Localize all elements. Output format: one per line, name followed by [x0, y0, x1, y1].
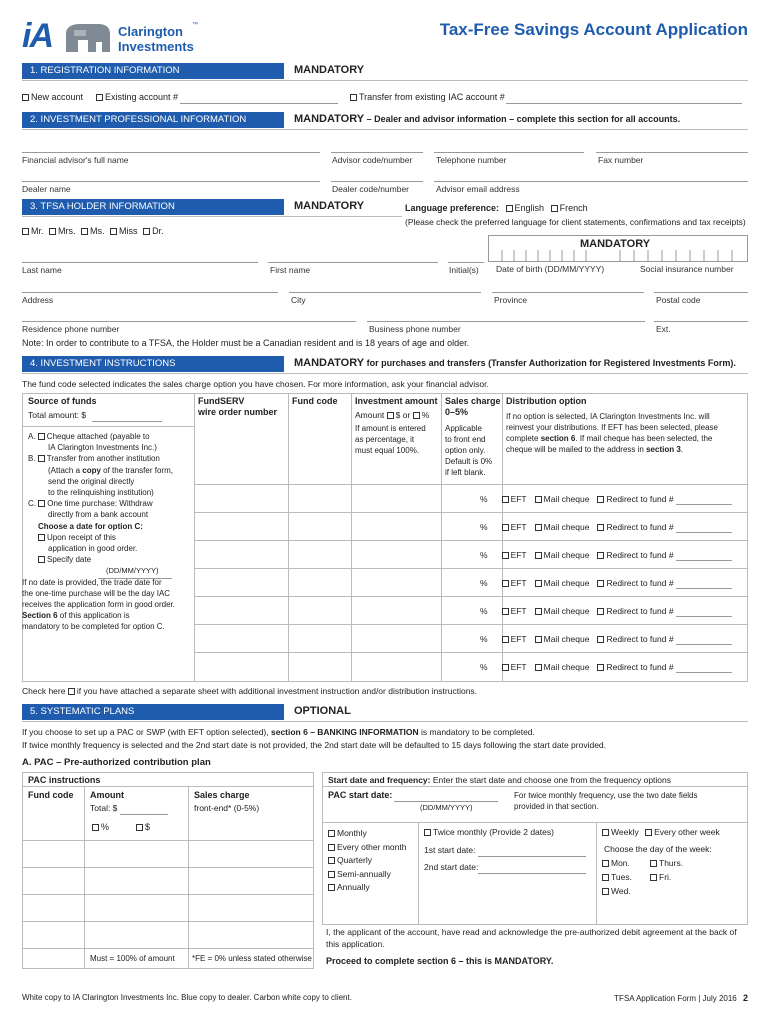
redirect-fund-field[interactable] — [676, 644, 732, 645]
checkbox-mail-cheque[interactable] — [535, 580, 542, 587]
checkbox-english[interactable] — [506, 205, 513, 212]
res-phone-field[interactable] — [22, 321, 356, 322]
day-thurs[interactable]: Thurs. — [650, 858, 683, 869]
eft-option[interactable]: EFT — [502, 550, 527, 560]
total-amount-label: Total amount: $ — [28, 410, 87, 420]
section-5-intro-1: If you choose to set up a PAC or SWP (with EFT option selected), section 6 – BANKING INFORMATION is mandatory to be completed. — [22, 727, 535, 737]
checkbox-specify-date[interactable] — [38, 556, 45, 563]
col-divider — [441, 393, 442, 682]
section-2-mandatory: MANDATORY – Dealer and advisor information – complete this section for all accounts. — [294, 113, 681, 125]
distribution-row — [480, 662, 674, 673]
province-label: Province — [494, 295, 528, 305]
percent-sign: % — [480, 550, 488, 560]
dob-label: Date of birth (DD/MM/YYYY) — [496, 264, 605, 274]
col-dist-header: Distribution option — [506, 396, 587, 406]
frequency-col-1 — [328, 827, 406, 895]
col-divider — [418, 822, 419, 925]
row-divider — [22, 948, 314, 949]
section-5-intro-2: If twice monthly frequency is selected and the 2nd start date is not provided, the 2nd start date will be defaulted to 15 days following the start date provided. — [22, 740, 607, 750]
telephone-label: Telephone number — [436, 155, 507, 165]
new-account-option[interactable]: New account — [22, 92, 83, 103]
checkbox-mail-cheque[interactable] — [535, 664, 542, 671]
checkbox-mail-cheque[interactable] — [535, 636, 542, 643]
row-divider — [322, 822, 748, 823]
checkbox-fri[interactable] — [650, 874, 657, 881]
checkbox-mr[interactable] — [22, 228, 29, 235]
checkbox-source-b[interactable] — [38, 455, 45, 462]
redirect-option[interactable]: Redirect to fund # — [597, 578, 673, 588]
start-2-label: 2nd start date: — [424, 862, 479, 872]
eft-option[interactable]: EFT — [502, 578, 527, 588]
pac-total-field[interactable] — [120, 814, 168, 815]
freq-annually[interactable]: Annually — [328, 881, 406, 895]
pac-sales-header: Sales charge — [194, 790, 250, 800]
pac-dollar-option[interactable]: $ — [136, 822, 150, 833]
title-mrs[interactable]: Mrs. — [49, 226, 76, 236]
row-divider — [194, 652, 748, 653]
checkbox-redirect[interactable] — [597, 524, 604, 531]
col-fundcode-header: Fund code — [292, 396, 338, 406]
advisor-name-field[interactable] — [22, 152, 320, 153]
french-option[interactable]: French — [551, 203, 588, 213]
last-name-label: Last name — [22, 265, 62, 275]
percent-sign: % — [480, 662, 488, 672]
checkbox-percent[interactable] — [413, 412, 420, 419]
city-label: City — [291, 295, 306, 305]
checkbox-mail-cheque[interactable] — [535, 496, 542, 503]
checkbox-miss[interactable] — [110, 228, 117, 235]
advisor-name-label: Financial advisor's full name — [22, 155, 129, 165]
ext-field[interactable] — [654, 321, 748, 322]
checkbox-ms[interactable] — [81, 228, 88, 235]
distribution-row — [480, 578, 674, 589]
checkbox-dr[interactable] — [143, 228, 150, 235]
language-preference: Language preference: English French — [405, 203, 588, 213]
initials-label: Initial(s) — [449, 265, 479, 275]
mail-cheque-option[interactable]: Mail cheque — [535, 522, 590, 532]
pac-start-format: (DD/MM/YYYY) — [420, 803, 473, 812]
row-divider — [22, 426, 194, 427]
bus-phone-label: Business phone number — [369, 324, 461, 334]
section-1-rule — [22, 80, 748, 81]
checkbox-mail-cheque[interactable] — [535, 524, 542, 531]
pac-start-label: PAC start date: — [328, 790, 393, 800]
checkbox-thurs[interactable] — [650, 860, 657, 867]
telephone-field[interactable] — [434, 152, 584, 153]
eft-option[interactable]: EFT — [502, 634, 527, 644]
proceed-note: Proceed to complete section 6 – this is MANDATORY. — [326, 956, 554, 966]
page-number: 2 — [742, 993, 748, 1003]
ext-label: Ext. — [656, 324, 671, 334]
checkbox-redirect[interactable] — [597, 552, 604, 559]
freq-semi[interactable]: Semi-annually — [328, 868, 406, 882]
title-miss[interactable]: Miss — [110, 226, 138, 236]
pac-front-end: front-end* (0-5%) — [194, 803, 260, 813]
section-4-rule — [22, 373, 748, 374]
redirect-fund-field[interactable] — [676, 560, 732, 561]
checkbox-separate-sheet[interactable] — [68, 688, 75, 695]
sin-digit-boxes[interactable] — [612, 248, 748, 262]
title-options — [22, 226, 164, 237]
advisor-email-field[interactable] — [434, 181, 748, 182]
checkbox-eft[interactable] — [502, 664, 509, 671]
dealer-name-field[interactable] — [22, 181, 320, 182]
title-ms[interactable]: Ms. — [81, 226, 105, 236]
source-a[interactable]: A. Cheque attached (payable to — [28, 432, 150, 441]
day-fri[interactable]: Fri. — [650, 872, 671, 883]
freq-weekly[interactable]: Weekly — [602, 827, 639, 837]
row-divider — [194, 484, 748, 485]
english-option[interactable]: English — [506, 203, 545, 213]
transfer-account-field[interactable] — [506, 103, 742, 104]
col-sales-header: Sales charge 0–5% — [445, 396, 501, 418]
res-phone-label: Residence phone number — [22, 324, 120, 334]
section-3-rule — [22, 216, 402, 217]
section-4-mandatory: MANDATORY for purchases and transfers (Transfer Authorization for Registered Investments Form). — [294, 357, 736, 369]
advisor-code-label: Advisor code/number — [332, 155, 413, 165]
row-divider — [22, 840, 314, 841]
row-divider — [194, 512, 748, 513]
mail-cheque-option[interactable]: Mail cheque — [535, 606, 590, 616]
mail-cheque-option[interactable]: Mail cheque — [535, 550, 590, 560]
pac-instructions-header: PAC instructions — [28, 775, 101, 785]
redirect-fund-field[interactable] — [676, 532, 732, 533]
footer-copies: White copy to IA Clarington Investments Inc. Blue copy to dealer. Carbon white copy to client. — [22, 993, 352, 1002]
percent-sign: % — [480, 522, 488, 532]
checkbox-eft[interactable] — [502, 496, 509, 503]
source-b[interactable]: B. Transfer from another institution — [28, 454, 160, 464]
section-4-intro: The fund code selected indicates the sales charge option you have chosen. For more information, ask your financial advisor. — [22, 379, 489, 389]
redirect-fund-field[interactable] — [676, 672, 732, 673]
checkbox-source-a[interactable] — [38, 433, 45, 440]
redirect-fund-field[interactable] — [676, 616, 732, 617]
sin-label: Social insurance number — [640, 264, 734, 274]
section-1-mandatory: MANDATORY — [294, 64, 365, 76]
distribution-row — [480, 550, 674, 561]
elephant-icon — [64, 22, 112, 54]
checkbox-mail-cheque[interactable] — [535, 552, 542, 559]
address-field[interactable] — [22, 292, 278, 293]
section-2-rule — [22, 129, 748, 130]
specify-date-field[interactable] — [98, 578, 172, 579]
checkbox-weekly[interactable] — [602, 829, 609, 836]
redirect-fund-field[interactable] — [676, 588, 732, 589]
redirect-option[interactable]: Redirect to fund # — [597, 634, 673, 644]
checkbox-quarterly[interactable] — [328, 857, 335, 864]
redirect-fund-field[interactable] — [676, 504, 732, 505]
checkbox-redirect[interactable] — [597, 496, 604, 503]
row-divider — [194, 624, 748, 625]
col-divider — [84, 786, 85, 969]
ack-text: I, the applicant of the account, have read and acknowledge the pre-authorized debit agreement at the back of this application. — [326, 927, 737, 949]
logo-name-1: Clarington — [118, 24, 183, 39]
col-invest-header: Investment amount — [355, 396, 438, 406]
title-dr[interactable]: Dr. — [143, 226, 164, 236]
row-divider — [22, 894, 314, 895]
freq-twice-monthly[interactable]: Twice monthly (Provide 2 dates) — [424, 827, 554, 838]
day-tues[interactable]: Tues. — [602, 872, 632, 883]
eft-option[interactable]: EFT — [502, 606, 527, 616]
mail-cheque-option[interactable]: Mail cheque — [535, 634, 590, 644]
dob-digit-boxes[interactable] — [490, 248, 602, 262]
freq-quarterly[interactable]: Quarterly — [328, 854, 406, 868]
fax-label: Fax number — [598, 155, 644, 165]
section-3-mandatory: MANDATORY — [294, 200, 365, 212]
distribution-row — [480, 494, 674, 505]
company-logo — [22, 17, 198, 58]
separate-sheet-note: Check here if you have attached a separate sheet with additional investment instruction and/or distribution instructions. — [22, 686, 478, 696]
redirect-option[interactable]: Redirect to fund # — [597, 606, 673, 616]
col-fundserv-header: FundSERV wire order number — [198, 396, 278, 418]
checkbox-redirect[interactable] — [597, 608, 604, 615]
invest-note: If amount is entered as percentage, it must equal 100%. — [355, 424, 426, 455]
eft-option[interactable]: EFT — [502, 522, 527, 532]
total-amount-field[interactable] — [92, 421, 162, 422]
initials-field[interactable] — [448, 262, 484, 263]
day-mon[interactable]: Mon. — [602, 858, 630, 869]
checkbox-eft[interactable] — [502, 580, 509, 587]
city-field[interactable] — [289, 292, 481, 293]
checkbox-tues[interactable] — [602, 874, 609, 881]
pac-fund-code-header: Fund code — [28, 790, 74, 800]
first-name-field[interactable] — [268, 262, 438, 263]
checkbox-mrs[interactable] — [49, 228, 56, 235]
pac-must-note: Must = 100% of amount — [90, 954, 175, 963]
pac-pct-option[interactable]: % — [92, 822, 109, 833]
col-divider — [288, 393, 289, 682]
checkbox-french[interactable] — [551, 205, 558, 212]
freq-every-other-week[interactable]: Every other week — [645, 827, 720, 837]
distribution-row — [480, 634, 674, 645]
option-c-specify-date[interactable]: Specify date — [28, 554, 175, 565]
logo-name-2: Investments — [118, 39, 194, 54]
checkbox-new-account[interactable] — [22, 94, 29, 101]
row-divider — [194, 540, 748, 541]
pac-start-field[interactable] — [394, 801, 498, 802]
advisor-code-field[interactable] — [331, 152, 423, 153]
freq-monthly[interactable]: Monthly — [328, 827, 406, 841]
checkbox-existing-account[interactable] — [96, 94, 103, 101]
col-divider — [596, 822, 597, 925]
section-3-bar: 3. TFSA HOLDER INFORMATION — [22, 199, 284, 215]
row-divider — [194, 596, 748, 597]
checkbox-semi-annually[interactable] — [328, 871, 335, 878]
first-name-label: First name — [270, 265, 311, 275]
advisor-email-label: Advisor email address — [436, 184, 520, 194]
checkbox-dollar[interactable] — [387, 412, 394, 419]
language-note: (Please check the preferred language for client statements, confirmations and tax receipts) — [405, 217, 746, 227]
tfsa-note: Note: In order to contribute to a TFSA, the Holder must be a Canadian resident and is 18 years of age and older. — [22, 338, 470, 348]
day-wed[interactable]: Wed. — [602, 886, 631, 897]
checkbox-eft[interactable] — [502, 636, 509, 643]
checkbox-upon-receipt[interactable] — [38, 534, 45, 541]
eft-option[interactable]: EFT — [502, 662, 527, 672]
checkbox-every-other-week[interactable] — [645, 829, 652, 836]
row-divider — [194, 568, 748, 569]
start-2-field[interactable] — [478, 873, 586, 874]
checkbox-wed[interactable] — [602, 888, 609, 895]
checkbox-mail-cheque[interactable] — [535, 608, 542, 615]
footer-form-id: TFSA Application Form | July 2016 2 — [614, 993, 748, 1003]
percent-sign: % — [480, 606, 488, 616]
existing-account-option[interactable]: Existing account # — [96, 92, 178, 103]
redirect-option[interactable]: Redirect to fund # — [597, 550, 673, 560]
checkbox-eft[interactable] — [502, 524, 509, 531]
dealer-code-label: Dealer code/number — [332, 184, 410, 194]
postal-field[interactable] — [654, 292, 748, 293]
pac-fe-note: *FE = 0% unless stated otherwise — [192, 954, 312, 963]
distribution-row — [480, 522, 674, 533]
postal-label: Postal code — [656, 295, 701, 305]
page-title: Tax-Free Savings Account Application — [439, 20, 748, 39]
mail-cheque-option[interactable]: Mail cheque — [535, 662, 590, 672]
checkbox-every-other-month[interactable] — [328, 844, 335, 851]
start-frequency-header: Start date and frequency: Enter the start date and choose one from the frequency options — [328, 775, 672, 785]
pac-title: A. PAC – Pre-authorized contribution plan — [22, 757, 211, 768]
sales-note: Applicable to front end option only. Default is 0% if left blank. — [445, 424, 493, 477]
start-1-field[interactable] — [478, 856, 586, 857]
distribution-row — [480, 606, 674, 617]
redirect-option[interactable]: Redirect to fund # — [597, 522, 673, 532]
checkbox-annually[interactable] — [328, 884, 335, 891]
twice-note: For twice monthly frequency, use the two date fields provided in that section. — [514, 791, 698, 811]
transfer-option[interactable]: Transfer from existing IAC account # — [350, 92, 505, 103]
redirect-option[interactable]: Redirect to fund # — [597, 662, 673, 672]
checkbox-pac-dollar[interactable] — [136, 824, 143, 831]
checkbox-monthly[interactable] — [328, 830, 335, 837]
row-divider — [322, 786, 748, 787]
pac-total-label: Total: $ — [90, 803, 118, 813]
row-divider — [22, 867, 314, 868]
fax-field[interactable] — [596, 152, 748, 153]
checkbox-source-c[interactable] — [38, 500, 45, 507]
col-source-header: Source of funds — [28, 396, 97, 406]
source-c[interactable]: C. One time purchase: Withdraw — [28, 499, 153, 509]
col-divider — [188, 786, 189, 969]
last-name-field[interactable] — [22, 262, 258, 263]
section-5-rule — [22, 721, 748, 722]
title-mr[interactable]: Mr. — [22, 226, 44, 236]
section-2-bar: 2. INVESTMENT PROFESSIONAL INFORMATION — [22, 112, 284, 128]
checkbox-redirect[interactable] — [597, 580, 604, 587]
checkbox-redirect[interactable] — [597, 664, 604, 671]
dealer-code-field[interactable] — [331, 181, 423, 182]
section-5-optional: OPTIONAL — [294, 705, 351, 717]
address-label: Address — [22, 295, 54, 305]
section-1-bar: 1. REGISTRATION INFORMATION — [22, 63, 284, 79]
source-options: A. Cheque attached (payable to IA Clarington Investments Inc.) B. Transfer from another institution (Attach a copy of the transfer form, send the original directly to the relinquishing institution) C. One time purchase: Withdraw directly from a bank account Choose a date for option C: Upon receipt of this application in good order. Specify date (DD/MM/YYYY) If no date is provided, the trade date for the one-time purchase will be the day IAC receives the application form in good order. Section 6 of this application is mandatory to be completed for option C. — [22, 432, 175, 632]
percent-sign: % — [480, 578, 488, 588]
freq-every-other-month[interactable]: Every other month — [328, 841, 406, 855]
col-divider — [194, 393, 195, 682]
dist-text: If no option is selected, IA Clarington Investments Inc. will reinvest your distributions. If EFT has been selected, please complete section 6. If mail cheque has been selected, the cheque will be mailed to the address in section 3. — [506, 412, 718, 454]
checkbox-twice-monthly[interactable] — [424, 829, 431, 836]
option-c-upon-receipt[interactable]: Upon receipt of this — [28, 532, 175, 543]
section-3-mandatory-2: MANDATORY — [580, 238, 651, 250]
checkbox-redirect[interactable] — [597, 636, 604, 643]
redirect-option[interactable]: Redirect to fund # — [597, 494, 673, 504]
section-4-bar: 4. INVESTMENT INSTRUCTIONS — [22, 356, 284, 372]
province-field[interactable] — [492, 292, 644, 293]
checkbox-eft[interactable] — [502, 608, 509, 615]
existing-account-field[interactable] — [180, 103, 338, 104]
logo-ia-text: iA — [22, 17, 52, 55]
freq-weekly-options — [602, 827, 720, 838]
percent-sign: % — [480, 494, 488, 504]
start-1-label: 1st start date: — [424, 845, 476, 855]
section-5-bar: 5. SYSTEMATIC PLANS — [22, 704, 284, 720]
row-divider — [22, 921, 314, 922]
choose-day-label: Choose the day of the week: — [604, 844, 712, 854]
dealer-name-label: Dealer name — [22, 184, 71, 194]
pac-amount-header: Amount — [90, 790, 124, 800]
invest-amount-choice: Amount $ or % — [355, 410, 430, 420]
bus-phone-field[interactable] — [367, 321, 645, 322]
mail-cheque-option[interactable]: Mail cheque — [535, 494, 590, 504]
checkbox-transfer[interactable] — [350, 94, 357, 101]
checkbox-eft[interactable] — [502, 552, 509, 559]
checkbox-pac-pct[interactable] — [92, 824, 99, 831]
mail-cheque-option[interactable]: Mail cheque — [535, 578, 590, 588]
pac-table — [22, 772, 314, 969]
percent-sign: % — [480, 634, 488, 644]
eft-option[interactable]: EFT — [502, 494, 527, 504]
checkbox-mon[interactable] — [602, 860, 609, 867]
logo-tm: ™ — [192, 22, 198, 28]
col-divider — [351, 393, 352, 682]
